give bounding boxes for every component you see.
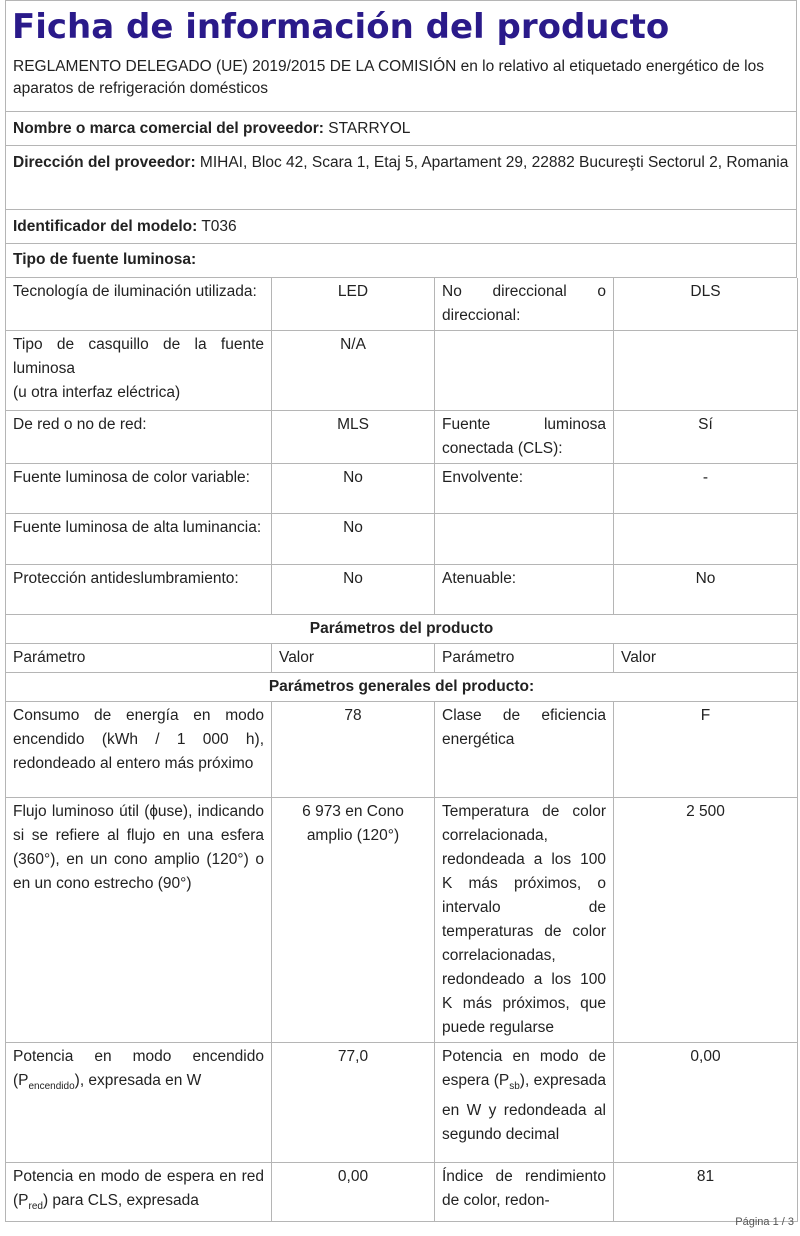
param-label: Índice de rendimiento de color, redon- bbox=[435, 1163, 614, 1222]
param-label-part: Potencia en modo encendido (P bbox=[13, 1048, 264, 1089]
row-label: Fuente luminosa conectada (CLS): bbox=[435, 411, 614, 464]
param-label bbox=[6, 1043, 272, 1163]
table-row bbox=[6, 278, 798, 331]
row-label: Tecnología de iluminación utilizada: bbox=[6, 278, 272, 331]
row-value bbox=[614, 331, 798, 411]
row-value: - bbox=[614, 464, 798, 514]
table-row bbox=[6, 798, 798, 1043]
param-label-part: ), expresada en W bbox=[74, 1072, 202, 1089]
param-value: F bbox=[614, 702, 798, 798]
row-value: DLS bbox=[614, 278, 798, 331]
regulation-row bbox=[5, 52, 797, 112]
row-label: Fuente luminosa de color variable: bbox=[6, 464, 272, 514]
model-label: Identificador del modelo: bbox=[13, 218, 198, 235]
param-label-part: Potencia en modo de espera (P bbox=[442, 1048, 606, 1089]
row-value: No bbox=[272, 514, 435, 565]
param-value: 81 bbox=[614, 1163, 798, 1222]
param-label bbox=[435, 1043, 614, 1163]
row-label bbox=[6, 331, 272, 411]
row-value: No bbox=[272, 565, 435, 615]
table-row bbox=[6, 615, 798, 644]
param-label: Clase de eficiencia energética bbox=[435, 702, 614, 798]
row-label: Protección antideslumbramiento: bbox=[6, 565, 272, 615]
table-row bbox=[6, 1043, 798, 1163]
param-value: 77,0 bbox=[272, 1043, 435, 1163]
general-section-title: Parámetros generales del producto: bbox=[6, 673, 798, 702]
param-value: 6 973 en Cono amplio (120°) bbox=[272, 798, 435, 1043]
supplier-row bbox=[5, 112, 797, 146]
row-label bbox=[435, 331, 614, 411]
table-row bbox=[6, 464, 798, 514]
param-label: Flujo luminoso útil (ɸuse), indicando si se refiere al flujo en una esfera (360°), en un cono amplio (120°) o en un cono estrecho (90°) bbox=[6, 798, 272, 1043]
row-label: De red o no de red: bbox=[6, 411, 272, 464]
row-label bbox=[435, 514, 614, 565]
supplier-label: Nombre o marca comercial del proveedor: bbox=[13, 120, 324, 137]
table-row bbox=[6, 702, 798, 798]
address-row bbox=[5, 146, 797, 210]
table-row bbox=[6, 1163, 798, 1222]
source-type-label: Tipo de fuente luminosa: bbox=[13, 251, 197, 268]
table-row bbox=[6, 331, 798, 411]
row-value: N/A bbox=[272, 331, 435, 411]
param-label: Consumo de energía en modo encendido (kWh / 1 000 h), redondeado al entero más próximo bbox=[6, 702, 272, 798]
row-value: Sí bbox=[614, 411, 798, 464]
param-label bbox=[6, 1163, 272, 1222]
table-row bbox=[6, 514, 798, 565]
param-subscript: sb bbox=[509, 1081, 520, 1093]
row-label: Atenuable: bbox=[435, 565, 614, 615]
page-title: Ficha de información del producto bbox=[5, 0, 797, 52]
source-table bbox=[5, 278, 798, 1222]
row-value: MLS bbox=[272, 411, 435, 464]
section-title: Parámetros del producto bbox=[6, 615, 798, 644]
param-label: Temperatura de color correlacionada, redondeada a los 100 K más próximos, o intervalo de temperaturas de color correlacionadas, redondeado a los 100 K más próximos, que puede regularse bbox=[435, 798, 614, 1043]
param-value: 2 500 bbox=[614, 798, 798, 1043]
param-value: 0,00 bbox=[272, 1163, 435, 1222]
model-value: T036 bbox=[201, 218, 237, 235]
column-header: Valor bbox=[614, 644, 798, 673]
address-label: Dirección del proveedor: bbox=[13, 154, 196, 171]
param-label-part: ) para CLS, expresada bbox=[42, 1192, 199, 1209]
param-label-part: ), expresada en W y redondeada al segundo decimal bbox=[442, 1072, 606, 1144]
page-number: Página 1 / 3 bbox=[735, 1216, 794, 1228]
row-label: Envolvente: bbox=[435, 464, 614, 514]
table-row bbox=[6, 673, 798, 702]
product-info-sheet bbox=[5, 0, 797, 1222]
param-label-part: Potencia en modo de espera en red (P bbox=[13, 1168, 264, 1209]
source-type-row bbox=[5, 244, 797, 278]
param-subscript: red bbox=[28, 1201, 43, 1213]
supplier-value: STARRYOL bbox=[328, 120, 411, 137]
table-header-row bbox=[6, 644, 798, 673]
row-label: No direccional o direccional: bbox=[435, 278, 614, 331]
column-header: Parámetro bbox=[6, 644, 272, 673]
column-header: Valor bbox=[272, 644, 435, 673]
param-value: 0,00 bbox=[614, 1043, 798, 1163]
model-row bbox=[5, 210, 797, 244]
table-row bbox=[6, 411, 798, 464]
row-label: Fuente luminosa de alta luminancia: bbox=[6, 514, 272, 565]
row-label-sub: (u otra interfaz eléctrica) bbox=[13, 384, 181, 401]
address-value: MIHAI, Bloc 42, Scara 1, Etaj 5, Apartament 29, 22882 Bucureşti Sectorul 2, Romania bbox=[199, 154, 789, 171]
column-header: Parámetro bbox=[435, 644, 614, 673]
row-value: LED bbox=[272, 278, 435, 331]
param-value: 78 bbox=[272, 702, 435, 798]
regulation-text: REGLAMENTO DELEGADO (UE) 2019/2015 DE LA COMISIÓN en lo relativo al etiquetado energético de los aparatos de refrigeración domésticos bbox=[13, 58, 764, 97]
row-value: No bbox=[272, 464, 435, 514]
table-row bbox=[6, 565, 798, 615]
row-label-main: Tipo de casquillo de la fuente luminosa bbox=[13, 336, 264, 377]
param-subscript: encendido bbox=[28, 1081, 75, 1093]
row-value bbox=[614, 514, 798, 565]
row-value: No bbox=[614, 565, 798, 615]
